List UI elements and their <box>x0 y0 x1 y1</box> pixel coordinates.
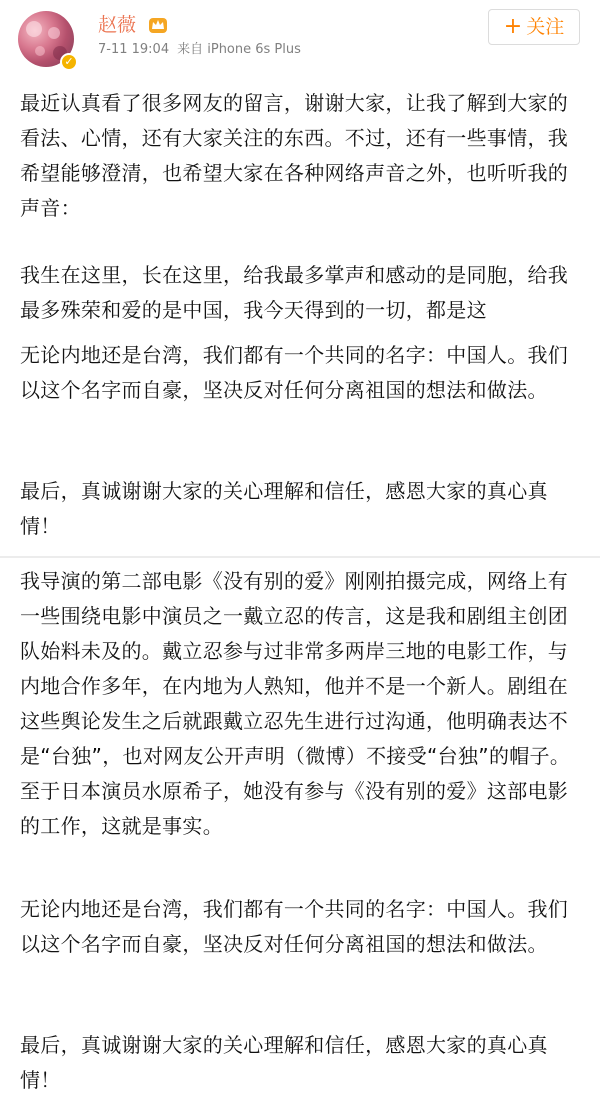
post1-paragraph-2: 我生在这里，长在这里，给我最多掌声和感动的是同胞，给我最多殊荣和爱的是中国，我今天得到的一切，都是这 <box>20 263 569 322</box>
post2-paragraph-3: 最后，真诚谢谢大家的关心理解和信任，感恩大家的真心真情！ <box>20 1033 548 1092</box>
post1-paragraph-3-block <box>0 338 600 408</box>
follow-label: 关注 <box>526 16 565 38</box>
post2-paragraph-2-block <box>0 892 600 962</box>
post1-paragraph-1-block <box>0 86 600 226</box>
post1-paragraph-2-block <box>0 258 600 328</box>
post1-paragraph-4-block <box>0 474 600 544</box>
post1-paragraph-4: 最后，真诚谢谢大家的关心理解和信任，感恩大家的真心真情！ <box>20 479 548 538</box>
post-meta <box>98 41 309 59</box>
verified-icon: ✓ <box>60 53 78 71</box>
follow-button[interactable] <box>488 9 580 45</box>
vip-crown-icon <box>148 15 168 35</box>
post1-paragraph-3: 无论内地还是台湾，我们都有一个共同的名字：中国人。我们以这个名字而自豪，坚决反对任何分离祖国的想法和做法。 <box>20 343 569 402</box>
post2-paragraph-2: 无论内地还是台湾，我们都有一个共同的名字：中国人。我们以这个名字而自豪，坚决反对任何分离祖国的想法和做法。 <box>20 897 569 956</box>
post2-paragraph-1-block <box>0 564 600 844</box>
post-divider <box>0 556 600 558</box>
user-name[interactable]: 赵薇 <box>98 14 137 36</box>
post-header <box>0 0 600 74</box>
post2-paragraph-1: 我导演的第二部电影《没有别的爱》刚刚拍摄完成，网络上有一些围绕电影中演员之一戴立忍的传言，这是我和剧组主创团队始料未及的。戴立忍参与过非常多两岸三地的电影工作，与内地合作多年，在内地为人熟知，他并不是一个新人。剧组在这些舆论发生之后就跟戴立忍先生进行过沟通，他明确表达不是“台独”，也对网友公开声明（微博）不接受“台独”的帽子。至于日本演员水原希子，她没有参与《没有别的爱》这部电影的工作，这就是事实。 <box>20 569 571 838</box>
post-timestamp: 7-11 19:04 <box>98 42 170 57</box>
post1-paragraph-1: 最近认真看了很多网友的留言，谢谢大家，让我了解到大家的看法、心情，还有大家关注的东西。不过，还有一些事情，我希望能够澄清，也希望大家在各种网络声音之外，也听听我的声音： <box>20 91 569 220</box>
post2-paragraph-3-block <box>0 1028 600 1098</box>
post-source: 来自 iPhone 6s Plus <box>177 42 301 57</box>
plus-icon: + <box>503 14 523 39</box>
